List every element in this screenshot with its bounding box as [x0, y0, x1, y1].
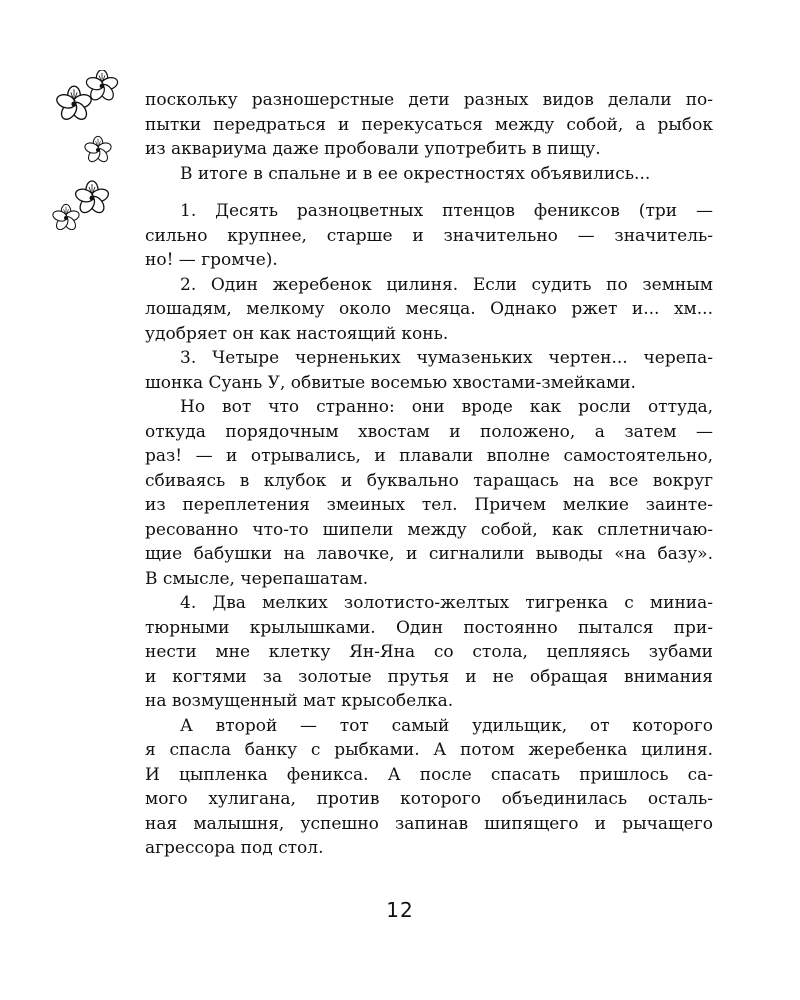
paragraph — [145, 88, 713, 162]
paragraph — [145, 591, 713, 714]
text-line: я спасла банку с рыбками. А потом жеребенка цилиня. — [145, 740, 713, 760]
flower-icon — [84, 136, 113, 163]
text-line: 2. Один жеребенок цилиня. Если судить по земным — [180, 274, 713, 295]
text-line: Но вот что странно: они вроде как росли оттуда, — [180, 397, 713, 417]
text-line: сбиваясь в клубок и буквально таращась на все вокруг — [145, 470, 713, 491]
text-line: щие бабушки на лавочке, и сигналили выводы «на базу». — [145, 544, 713, 564]
text-line: 4. Два мелких золотисто-желтых тигренка с миниа- — [180, 593, 713, 613]
text-line: тюрными крылышками. Один постоянно пытался при- — [145, 617, 713, 638]
text-line: сильно крупнее, старше и значительно — значитель- — [145, 225, 713, 246]
paragraph — [145, 273, 713, 347]
paragraph — [145, 395, 713, 591]
paragraph — [145, 714, 713, 861]
text-line: В итоге в спальне и в ее окрестностях объявились... — [180, 163, 651, 184]
text-line: удобряет он как настоящий конь. — [145, 323, 449, 344]
text-line: мого хулигана, против которого объединилась осталь- — [145, 789, 713, 809]
text-line: И цыпленка феникса. А после спасать пришлось са- — [145, 764, 713, 785]
text-line: раз! — и отрывались, и плавали вполне самостоятельно, — [145, 446, 713, 466]
text-line: нести мне клетку Ян-Яна со стола, цепляясь зубами — [145, 642, 713, 662]
flower-icon — [74, 181, 110, 215]
text-line: поскольку разношерстные дети разных видов делали по- — [145, 90, 713, 110]
text-line: ная малышня, успешно запинав шипящего и рычащего — [145, 813, 713, 834]
text-line: А второй — тот самый удильщик, от которого — [180, 715, 713, 736]
paragraph — [145, 162, 713, 187]
text-line: но! — громче). — [145, 250, 278, 270]
paragraph — [145, 346, 713, 395]
text-line: пытки передраться и перекусаться между собой, а рыбок — [145, 114, 713, 135]
text-line: и когтями за золотые прутья и не обращая внимания — [145, 666, 713, 687]
text-line: 1. Десять разноцветных птенцов фениксов (три — — [180, 201, 713, 221]
text-line: шонка Суань У, обвитые восемью хвостами-змейками. — [145, 372, 636, 393]
flower-icon — [52, 204, 81, 230]
text-line: откуда порядочным хвостам и положено, а затем — — [145, 421, 713, 442]
text-line: лошадям, мелкому около месяца. Однако ржет и... хм... — [145, 299, 713, 319]
text-line: на возмущенный мат крысобелка. — [145, 691, 454, 711]
paragraph — [145, 199, 713, 273]
flower-ornament — [48, 70, 128, 230]
text-line: ресованно что-то шипели между собой, как сплетничаю- — [145, 519, 713, 540]
text-line: 3. Четыре черненьких чумазеньких чертен... черепа- — [180, 348, 713, 368]
text-line: В смысле, черепашатам. — [145, 568, 369, 589]
text-line: агрессора под стол. — [145, 838, 324, 858]
text-line: из аквариума даже пробовали употребить в пищу. — [145, 139, 601, 159]
flower-icon — [55, 86, 93, 122]
page-number: 12 — [386, 898, 414, 922]
text-body — [145, 88, 713, 861]
text-line: из переплетения змеиных тел. Причем мелкие заинте- — [145, 495, 713, 515]
spacer — [145, 186, 713, 199]
